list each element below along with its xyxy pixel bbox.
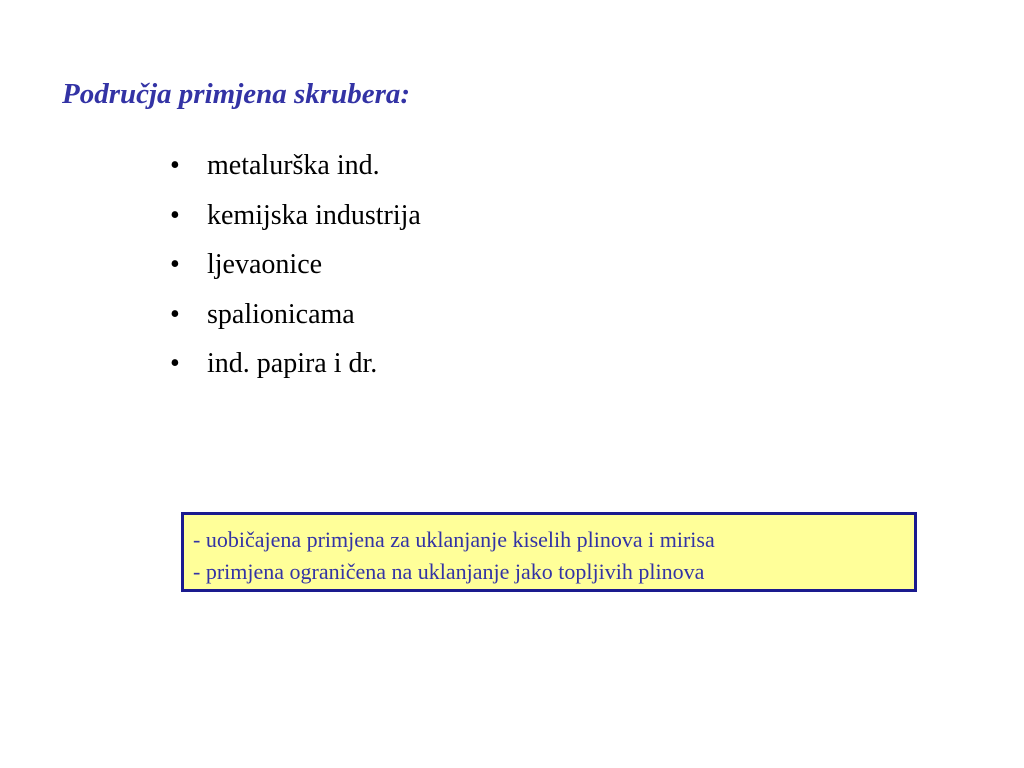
list-item (170, 348, 421, 398)
bullet-icon: • (170, 150, 180, 181)
list-item-text: ljevaonice (207, 249, 323, 280)
list-item (170, 249, 421, 299)
bullet-icon: • (170, 348, 180, 379)
list-item-text: metalurška ind. (207, 150, 380, 181)
bullet-list (170, 150, 421, 398)
note-box (181, 512, 917, 592)
bullet-icon: • (170, 298, 180, 330)
list-item (170, 299, 421, 349)
list-item (170, 150, 421, 200)
slide-title: Područja primjena skrubera: (62, 78, 411, 110)
bullet-icon: • (170, 249, 180, 280)
note-line: - uobičajena primjena za uklanjanje kiselih plinova i mirisa (193, 527, 715, 552)
list-item (170, 200, 421, 250)
list-item-text: spalionicama (207, 298, 355, 330)
list-item-text: kemijska industrija (207, 199, 421, 231)
bullet-icon: • (170, 199, 180, 231)
list-item-text: ind. papira i dr. (207, 348, 378, 379)
note-line: - primjena ograničena na uklanjanje jako topljivih plinova (193, 559, 705, 584)
